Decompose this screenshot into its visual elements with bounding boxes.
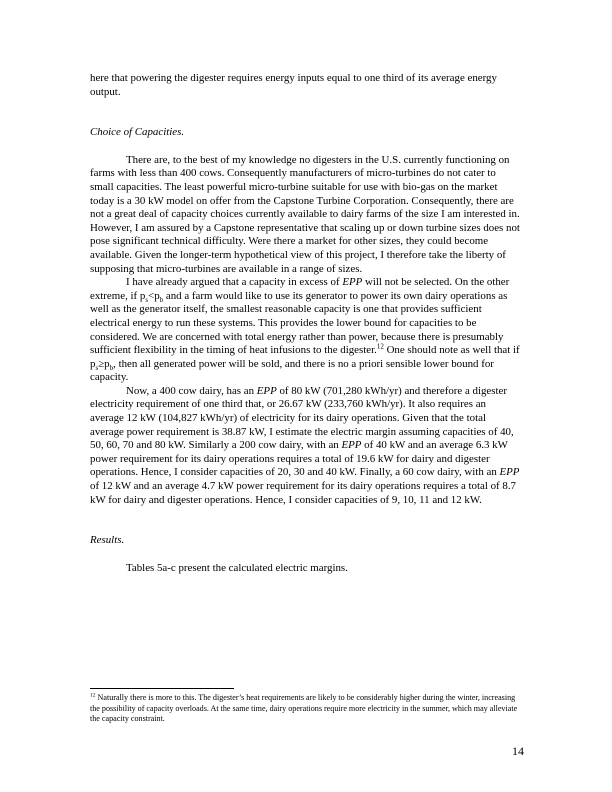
paragraph-capacity-bounds: I have already argued that a capacity in excess of EPP will not be selected. On the other extreme, if $p_s<p_b$ and a farm would like to use its generator to power its own dairy operations as well as the generator itself, the smallest reasonable capacity is one that provides sufficient electrical energy to run these systems. This provides the lower bound for capacities to be considered. We are concerned with total energy rather than power, because there is presumably sufficient flexibility in the timing of heat infusions to the digester.$^{12}$ One should note as well that if $p_s\ge p_b$, then all generated power will be sold, and there is no a priori sensible lower bound for capacity. bbox=[90, 276, 520, 384]
page-body bbox=[90, 72, 522, 575]
section-heading-results: Results. bbox=[90, 534, 125, 547]
footnote: $^{12}$ Naturally there is more to this. The digester’s heat requirements are likely to be considerably higher during the winter, increasing the possibility of capacity overloads. At the same time, dairy operations require more electricity in the summer, which may alleviate the capacity constraint. bbox=[90, 692, 518, 724]
page-number: 14 bbox=[512, 744, 524, 758]
footnote-number: 12 bbox=[90, 692, 96, 699]
footnote-reference: 12 bbox=[376, 342, 384, 351]
section-heading-choice-of-capacities: Choice of Capacities. bbox=[90, 126, 185, 139]
footnote-divider bbox=[90, 688, 234, 689]
paragraph-results: Tables 5a-c present the calculated electric margins. bbox=[126, 561, 348, 574]
opening-paragraph: here that powering the digester requires energy inputs equal to one third of its average energy output. bbox=[90, 72, 497, 98]
paragraph-capacity-examples: Now, a 400 cow dairy, has an EPP of 80 kW (701,280 kWh/yr) and therefore a digester electricity requirement of one third that, or 26.67 kW (233,760 kWh/yr). It also requires an average 12 kW (104,827 kWh/yr) of electricity for its dairy operations. Given that the total average power requirement is 38.87 kW, I estimate the electric margin assuming capacities of 40, 50, 60, 70 and 80 kW. Similarly a 200 cow dairy, with an EPP of 40 kW and an average 6.3 kW power requirement for its dairy operations requires a total of 19.6 kW for dairy and digester operations. Hence, I consider capacities of 20, 30 and 40 kW. Finally, a 60 cow dairy, with an EPP of 12 kW and an average 4.7 kW power requirement for its dairy operations requires a total of 8.7 kW for dairy and digester operations. Hence, I consider capacities of 9, 10, 11 and 12 kW. bbox=[90, 384, 520, 506]
paragraph-capacity-intro: There are, to the best of my knowledge no digesters in the U.S. currently functioning on farms with less than 400 cows. Consequently manufacturers of micro-turbines do not cater to small capacities. The least powerful micro-turbine suitable for use with bio-gas on the market today is a 30 kW model on offer from the Capstone Turbine Corporation. Consequently, there are not a great deal of capacity choices currently available to dairy farms of the size I am interested in. However, I am assured by a Capstone representative that scaling up or down turbine sizes does not pose significant technical difficulty. Were there a market for other sizes, they could become available. Given the longer-term hypothetical view of this project, I therefore take the liberty of supposing that micro-turbines are available in a range of sizes. bbox=[90, 153, 520, 275]
